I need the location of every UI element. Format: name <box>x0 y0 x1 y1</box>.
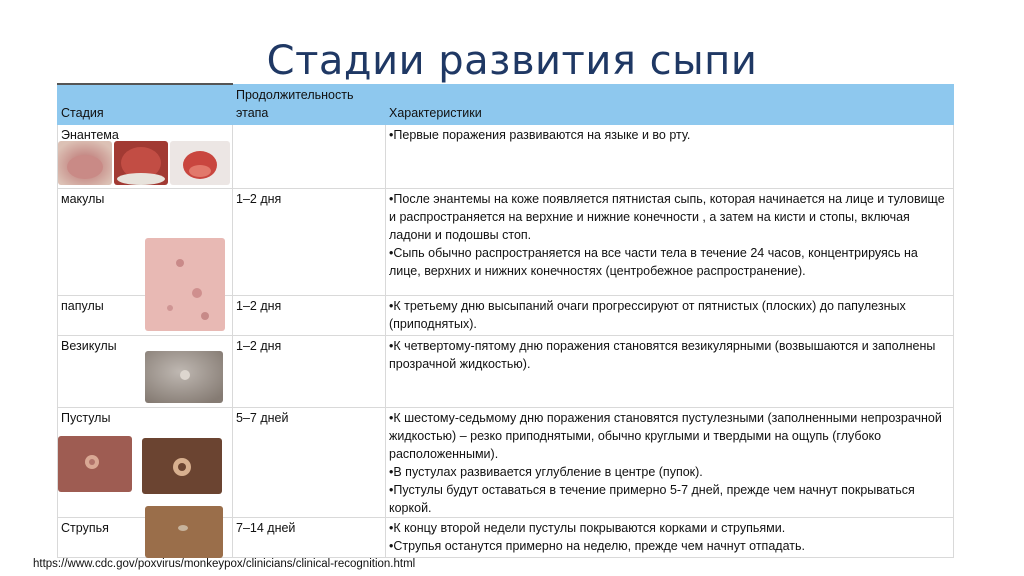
note-text: •Сыпь обычно распространяется на все части тела в течение 24 часов, концентрируясь на лице, верхних и нижних конечностях (центробежное распространение). <box>389 245 918 278</box>
enanthema-photo-3 <box>170 141 230 185</box>
enanthema-photo-2 <box>114 141 168 185</box>
stage-cell: Струпья <box>58 517 233 557</box>
duration-cell: 5–7 дней <box>233 407 386 517</box>
notes-cell <box>386 188 954 295</box>
note-text: •К третьему дню высыпаний очаги прогрессируют от пятнистых (плоских) до папулезных (приподнятых). <box>389 298 906 331</box>
macules-photo <box>145 238 225 331</box>
stage-cell: папулы <box>58 295 233 335</box>
notes-cell <box>386 335 954 407</box>
pustules-photo-2 <box>142 438 222 494</box>
duration-cell <box>233 124 386 188</box>
duration-cell: 7–14 дней <box>233 517 386 557</box>
source-link[interactable]: https://www.cdc.gov/poxvirus/monkeypox/clinicians/clinical-recognition.html <box>33 558 416 570</box>
duration-cell: 1–2 дня <box>233 188 386 295</box>
note-text: •В пустулах развивается углубление в центре (пупок). <box>389 464 703 479</box>
vesicles-photo <box>145 351 223 403</box>
note-text: •Первые поражения развиваются на языке и во рту. <box>389 127 691 142</box>
stage-cell: макулы <box>58 188 233 295</box>
slide-title: Стадии развития сыпи <box>266 38 758 84</box>
scabs-photo <box>145 506 223 558</box>
header-duration: Продолжительность этапа <box>233 84 386 124</box>
notes-cell <box>386 407 954 517</box>
stage-cell: Везикулы <box>58 335 233 407</box>
notes-cell <box>386 295 954 335</box>
header-characteristics: Характеристики <box>386 84 954 124</box>
note-text: •К шестому-седьмому дню поражения становятся пустулезными (заполненными непрозрачной жидкостью) – резко приподнятыми, обычно круглыми и твердыми на ощупь (глубоко расположенными). <box>389 410 942 461</box>
enanthema-photo-1 <box>58 141 112 185</box>
stage-cell: Энантема <box>58 124 233 188</box>
notes-cell <box>386 517 954 557</box>
notes-cell <box>386 124 954 188</box>
note-text: •К четвертому-пятому дню поражения становятся везикулярными (возвышаются и заполнены прозрачной жидкостью). <box>389 338 936 371</box>
duration-cell: 1–2 дня <box>233 295 386 335</box>
table-header-row <box>58 84 954 124</box>
stage-cell: Пустулы <box>58 407 233 517</box>
note-text: •Пустулы будут оставаться в течение примерно 5-7 дней, прежде чем начнут покрываться коркой. <box>389 482 915 515</box>
note-text: •После энантемы на коже появляется пятнистая сыпь, которая начинается на лице и туловище и распространяется на верхние и нижние конечности , а затем на кисти и стопы, включая ладони и подошвы стоп. <box>389 191 945 242</box>
note-text: •Струпья останутся примерно на неделю, прежде чем начнут отпадать. <box>389 538 805 553</box>
duration-cell: 1–2 дня <box>233 335 386 407</box>
pustules-photo-1 <box>58 436 132 492</box>
header-stage: Стадия <box>58 84 233 124</box>
note-text: •К концу второй недели пустулы покрываются корками и струпьями. <box>389 520 786 535</box>
